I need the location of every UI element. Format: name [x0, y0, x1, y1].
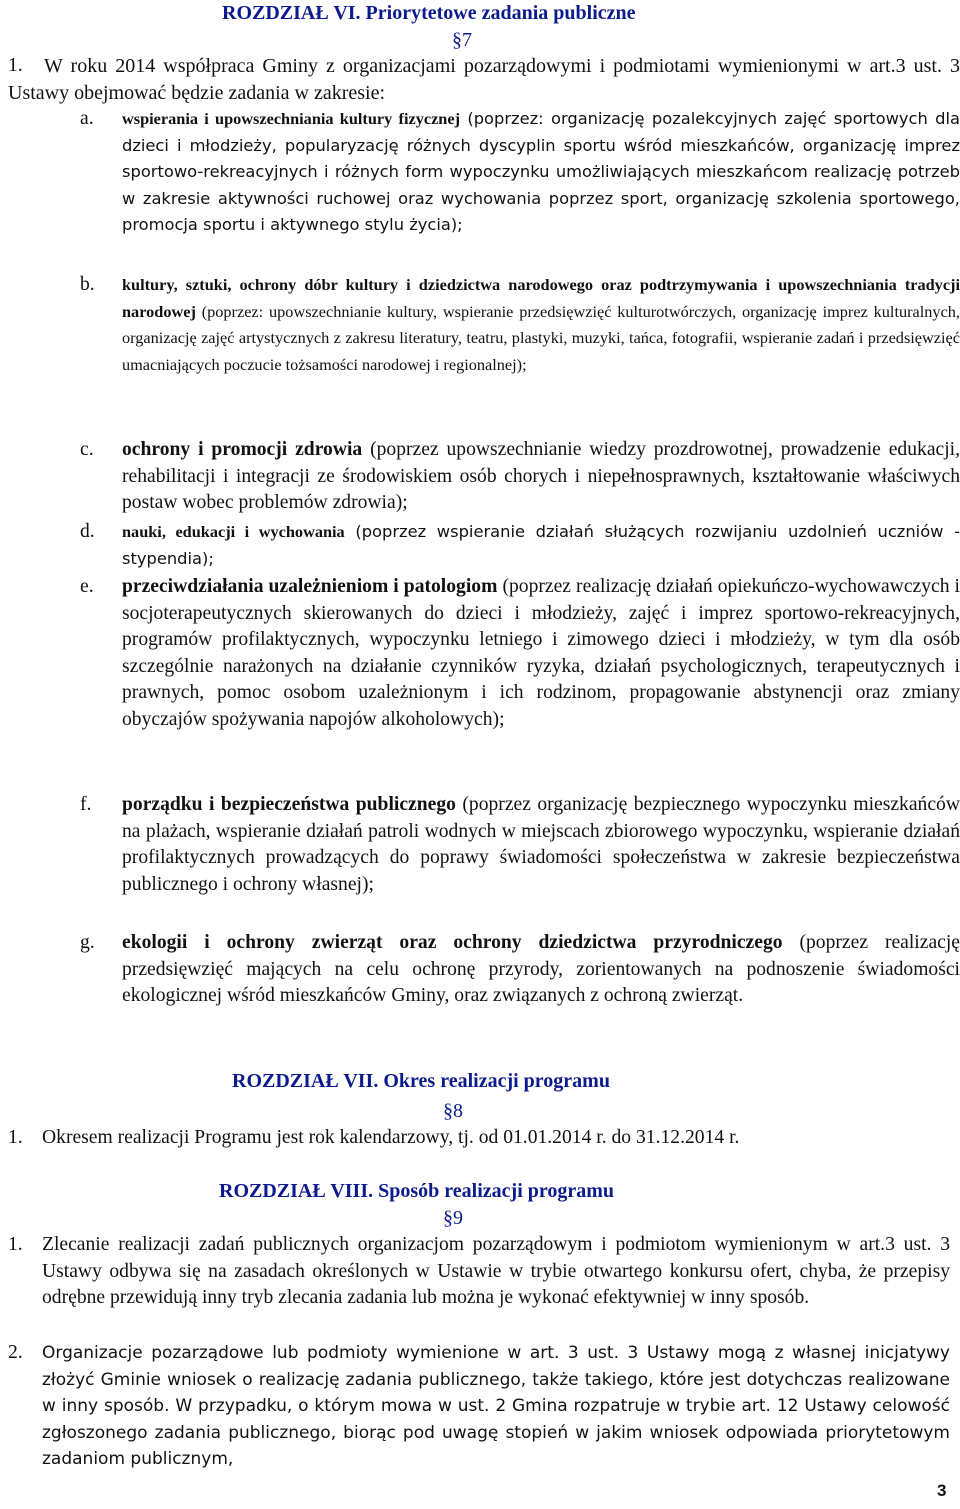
task-e-body: (poprzez realizację działań opiekuńczo-wychowawczych i socjoterapeutycznych skierowanych do dzieci i młodzieży, zajęć i imprez sportowo-rekreacyjnych, programów profilaktycznych, wypoczynku letniego i zimowego dzieci i młodzieży, w tym dla osób szczególnie narażonych na działanie czynników ryzyka, działań psychologicznych, terapeutycznych i prawnych, pomoc osobom uzależnionym i ich rodzinom, propagowanie abstynencji oraz zmiany obyczajów spożywania napojów alkoholowych);: [122, 576, 960, 730]
task-d-title: nauki, edukacji i wychowania: [122, 522, 345, 541]
task-a-label: a.: [80, 108, 94, 129]
task-b-title: kultury, sztuki, ochrony dóbr kultury i dziedzictwa narodowego oraz podtrzymywania i upowszechniania tradycji narodowej: [122, 275, 960, 321]
task-b-text: [122, 272, 960, 378]
ch6-item1-text: W roku 2014 współpraca Gminy z organizacjami pozarządowymi i podmiotami wymienionymi w art.3 ust. 3 Ustawy obejmować będzie zadania w zakresie:: [8, 55, 960, 104]
task-c-text: [122, 437, 960, 517]
paragraph-9-sign: §9: [443, 1207, 463, 1229]
task-d-body: (poprzez wspieranie działań służących rozwijaniu uzdolnień uczniów - stypendia);: [122, 522, 960, 568]
task-b-body: (poprzez: upowszechnianie kultury, wspieranie przedsięwzięć kulturotwórczych, organizację imprez kulturalnych, organizację zajęć artystycznych z zakresu literatury, teatru, plastyki, muzyki, tańca, fotografii, wspieranie zadań i przedsięwzięć umacniających poczucie tożsamości narodowej i regionalnej);: [122, 301, 960, 374]
task-f-label: f.: [80, 794, 92, 815]
ch8-item1-text: Zlecanie realizacji zadań publicznych organizacjom pozarządowym i podmiotom wymienionym w art.3 ust. 3 Ustawy odbywa się na zasadach określonych w Ustawie w trybie otwartego konkursu ofert, chyba, że przepisy odrębne przewidują inny tryb zlecania zadania lub można je wykonać efektywniej w inny sposób.: [42, 1234, 950, 1309]
task-g-text: [122, 930, 960, 1010]
task-b-label: b.: [80, 274, 95, 295]
task-d-label: d.: [80, 521, 95, 542]
paragraph-number: 8: [453, 1100, 463, 1122]
task-g-body: (poprzez realizację przedsięwzięć mających na celu ochronę przyrody, zorientowanych na podnoszenie świadomości ekologicznej wśród mieszkańców Gminy, oraz związanych z ochroną zwierząt.: [122, 932, 960, 1007]
task-g-label: g.: [80, 932, 95, 953]
paragraph-7-sign: §7: [452, 29, 472, 51]
task-a-body: (poprzez: organizację pozalekcyjnych zajęć sportowych dla dzieci i młodzieży, popularyzację różnych dyscyplin sportu wśród mieszkańców, organizację imprez sportowo-rekreacyjnych i różnych form wypoczynku umożliwiających mieszkańcom realizację potrzeb w zakresie aktywności ruchowej oraz wychowania poprzez sport, organizację szkolenia sportowego, promocja sportu i aktywnego stylu życia);: [122, 109, 960, 235]
ch6-item1-label: 1.: [8, 55, 23, 76]
chapter-6-heading: ROZDZIAŁ VI. Priorytetowe zadania publiczne: [222, 2, 636, 24]
paragraph-number: 7: [462, 29, 472, 51]
page-number: 3: [937, 1481, 947, 1500]
task-a-text: [122, 106, 960, 239]
task-e-text: [122, 574, 960, 734]
task-c-body: (poprzez upowszechnianie wiedzy prozdrowotnej, prowadzenie edukacji, rehabilitacji i integracji ze środowiskiem osób chorych i niepełnosprawnych, kształtowanie właściwych postaw wobec problemów zdrowia);: [122, 439, 960, 514]
paragraph-number: 9: [453, 1207, 463, 1229]
ch8-item2-text: Organizacje pozarządowe lub podmioty wymienione w art. 3 ust. 3 Ustawy mogą z własnej inicjatywy złożyć Gminie wniosek o realizację zadania publicznego, także takiego, które jest dotychczas realizowane w inny sposób. W przypadku, o którym mowa w ust. 2 Gmina rozpatruje w trybie art. 12 Ustawy celowość zgłoszonego zadania publicznego, biorąc pod uwagę stopień w jakim wniosek odpowiada priorytetowym zadaniom publicznym,: [42, 1343, 950, 1470]
chapter-8-heading: ROZDZIAŁ VIII. Sposób realizacji programu: [219, 1180, 615, 1202]
task-f-title: porządku i bezpieczeństwa publicznego: [122, 794, 456, 815]
task-c-label: c.: [80, 439, 94, 460]
task-d-text: [122, 519, 960, 572]
chapter-7-heading: ROZDZIAŁ VII. Okres realizacji programu: [232, 1070, 610, 1092]
ch7-item1-text: Okresem realizacji Programu jest rok kalendarzowy, tj. od 01.01.2014 r. do 31.12.2014 r.: [42, 1127, 740, 1148]
ch7-item1-label: 1.: [8, 1127, 23, 1148]
task-e-label: e.: [80, 576, 94, 597]
ch8-item2-label: 2.: [8, 1342, 23, 1363]
task-e-title: przeciwdziałania uzależnieniom i patologiom: [122, 576, 498, 597]
task-f-text: [122, 792, 960, 898]
task-f-body: (poprzez organizację bezpiecznego wypoczynku mieszkańców na plażach, wspieranie działań patroli wodnych w miejscach zbiorowego wypoczynku, wspieranie działań profilaktycznych prowadzących do poprawy świadomości społeczeństwa w zakresie bezpieczeństwa publicznego i ochrony własnej);: [122, 794, 960, 895]
task-c-title: ochrony i promocji zdrowia: [122, 439, 363, 460]
task-g-title: ekologii i ochrony zwierząt oraz ochrony dziedzictwa przyrodniczego: [122, 932, 783, 953]
ch8-item1-label: 1.: [8, 1234, 23, 1255]
paragraph-8-sign: §8: [443, 1100, 463, 1122]
task-a-title: wspierania i upowszechniania kultury fizycznej: [122, 109, 460, 128]
